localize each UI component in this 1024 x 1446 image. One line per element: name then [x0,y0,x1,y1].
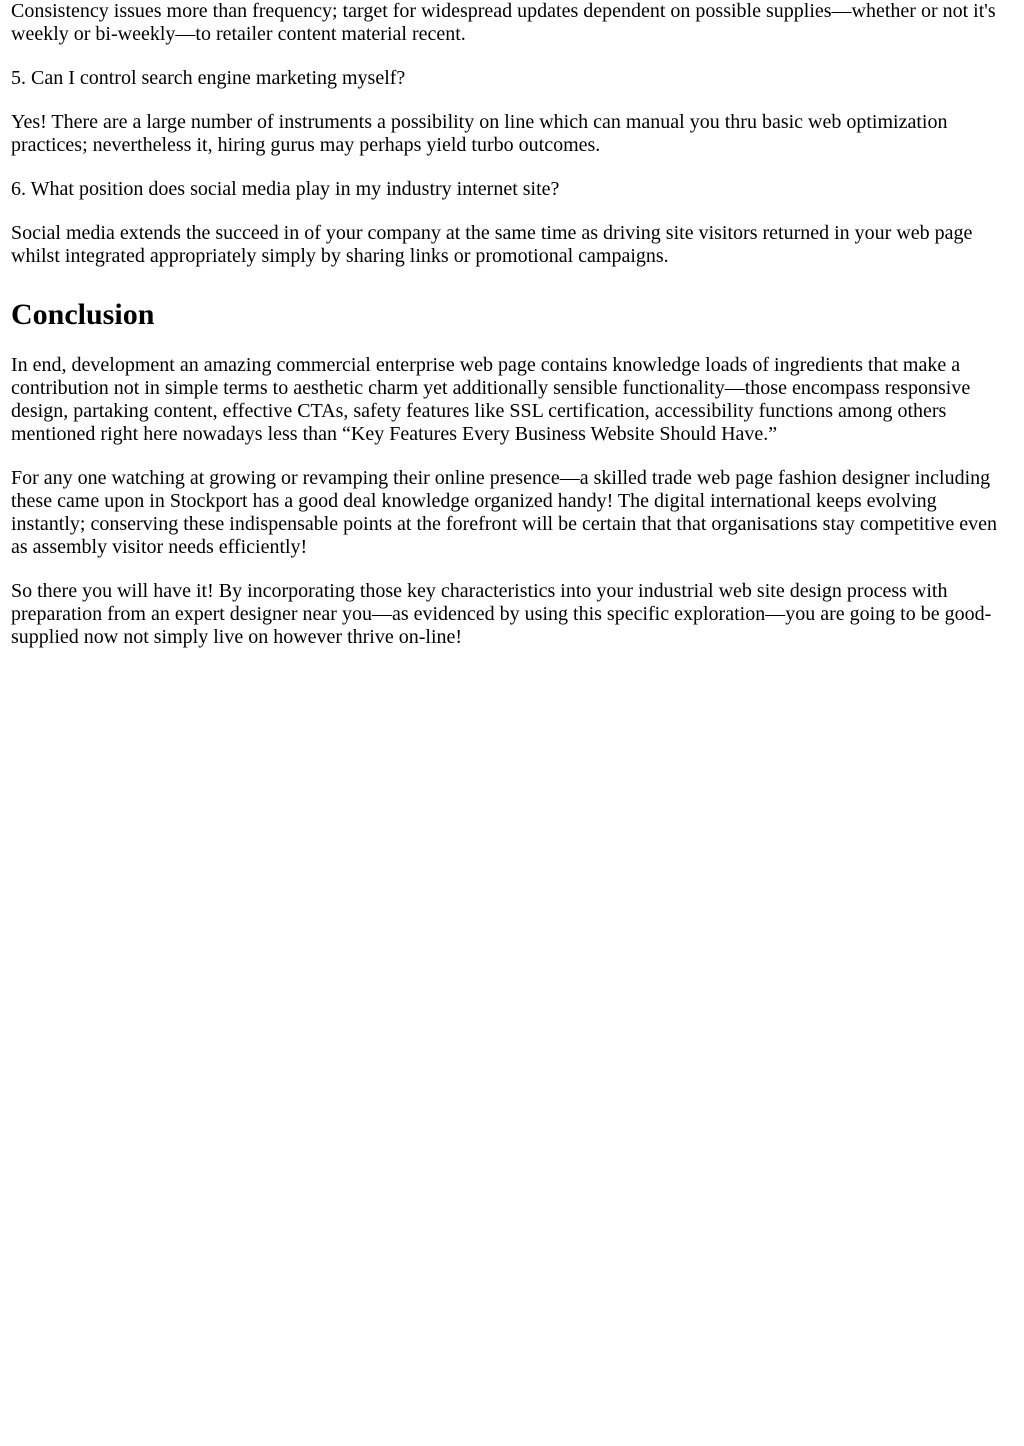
conclusion-heading: Conclusion [11,298,155,331]
conclusion-paragraph-2: For any one watching at growing or revamping their online presence—a skilled trade web page fashion designer including these came upon in Stockport has a good deal knowledge organized handy! The digital international keeps evolving instantly; conserving these indispensable points at the forefront will be certain that that organisations stay competitive even as assembly visitor needs efficiently! [11,467,998,558]
conclusion-paragraph-1: In end, development an amazing commercial enterprise web page contains knowledge loads of ingredients that make a contribution not in simple terms to aesthetic charm yet additionally sensible functionality—those encompass responsive design, partaking content, effective CTAs, safety features like SSL certification, accessibility functions among others mentioned right here nowadays less than “Key Features Every Business Website Should Have.” [11,354,971,445]
faq-question-5: 5. Can I control search engine marketing myself? [11,67,406,89]
faq-answer-6: Social media extends the succeed in of your company at the same time as driving site visitors returned in your web page whilst integrated appropriately simply by sharing links or promotional campaigns. [11,222,973,267]
faq-answer-5: Yes! There are a large number of instruments a possibility on line which can manual you thru basic web optimization practices; nevertheless it, hiring gurus may perhaps yield turbo outcomes. [11,111,948,156]
paragraph-consistency: Consistency issues more than frequency; target for widespread updates dependent on possible supplies—whether or not it's weekly or bi-weekly—to retailer content material recent. [11,0,996,45]
conclusion-paragraph-3: So there you will have it! By incorporating those key characteristics into your industrial web site design process with preparation from an expert designer near you—as evidenced by using this specific exploration—you are going to be good-supplied now not simply live on however thrive on-line! [11,580,992,648]
article-body [0,0,1024,649]
faq-question-6: 6. What position does social media play in my industry internet site? [11,178,560,200]
